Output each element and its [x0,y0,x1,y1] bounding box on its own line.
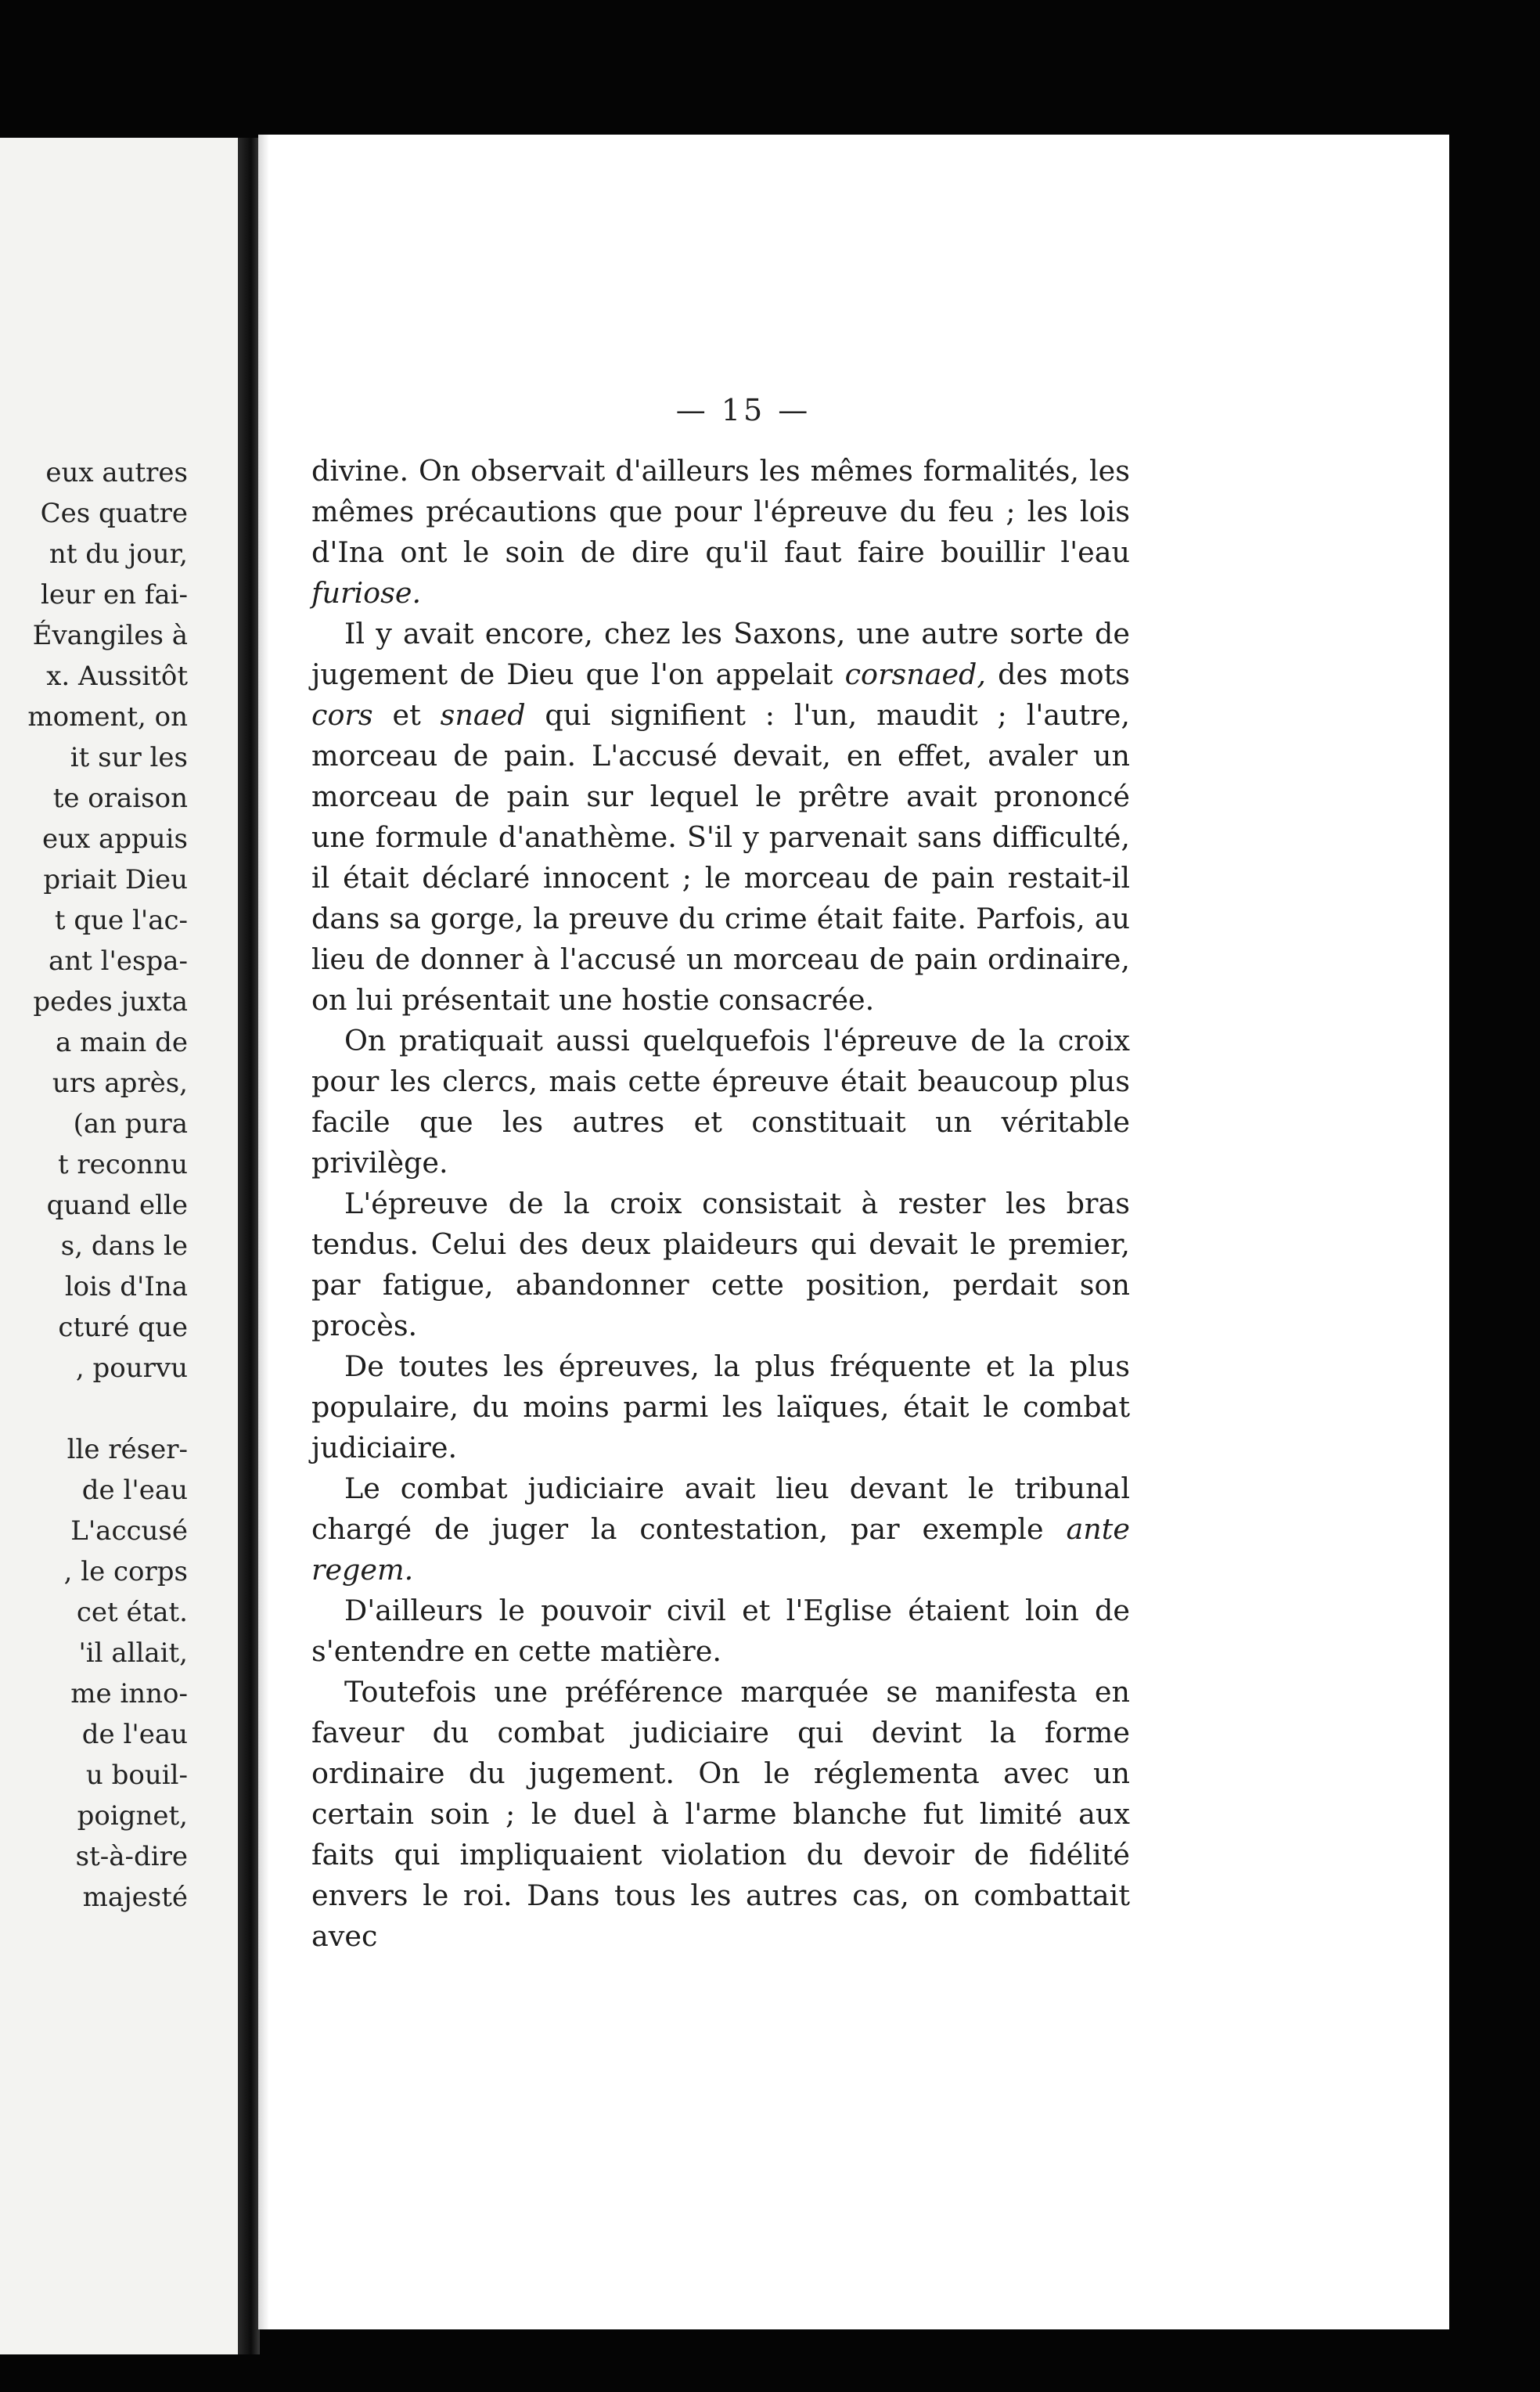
left-line-fragment: t que l'ac- [54,905,188,936]
text-segment: des mots [986,657,1130,691]
paragraph [311,451,1130,614]
body-text [311,451,1130,1957]
left-line-fragment: , pourvu [75,1353,188,1384]
italic-term: cors [311,698,373,732]
left-line-fragment: 'il allait, [78,1637,188,1669]
left-line-fragment: pedes juxta [33,986,188,1018]
paragraph [311,1346,1130,1468]
left-line-fragment: t reconnu [57,1149,188,1180]
left-line-fragment: te oraison [52,783,188,814]
left-line-fragment: eux autres [45,457,188,488]
left-line-fragment: leur en fai- [41,579,188,611]
left-line-fragment: urs après, [52,1068,188,1099]
paragraph [311,1590,1130,1672]
text-segment: divine. On observait d'ailleurs les mêmes formalités, les mêmes précautions que pour l'épreuve du feu ; les lois d'Ina ont le soin de dire qu'il faut faire bouillir l'eau [311,454,1130,569]
left-line-fragment: L'accusé [70,1515,188,1547]
italic-term: ante regem. [311,1512,1130,1587]
left-line-fragment: lle réser- [67,1434,188,1465]
left-line-fragment: lois d'Ina [64,1271,188,1302]
text-segment: qui signifient : l'un, maudit ; l'autre, morceau de pain. L'accusé devait, en effet, avaler un morceau de pain sur lequel le prêtre avait prononcé une formule d'anathème. S'il y parvenait sans difficulté, il était déclaré innocent ; le morceau de pain restait-il dans sa gorge, la preuve du crime était faite. Parfois, au lieu de donner à l'accusé un morceau de pain ordinaire, on lui présentait une hostie consacrée. [311,698,1130,1017]
left-line-fragment: poignet, [77,1800,188,1832]
text-segment: Le combat judiciaire avait lieu devant le tribunal chargé de juger la contestation, par exemple [311,1472,1130,1546]
paragraph [311,1672,1130,1957]
text-segment: On pratiquait aussi quelquefois l'épreuve de la croix pour les clercs, mais cette épreuve était beaucoup plus facile que les autres et constituait un véritable privilège. [311,1024,1130,1180]
text-segment: L'épreuve de la croix consistait à rester les bras tendus. Celui des deux plaideurs qui devait le premier, par fatigue, abandonner cette position, perdait son procès. [311,1187,1130,1342]
left-line-fragment: st-à-dire [75,1841,188,1872]
left-line-fragment: s, dans le [60,1230,188,1262]
left-line-fragment: priait Dieu [43,864,188,895]
book-gutter [238,138,260,2354]
left-line-fragment: a main de [55,1027,188,1058]
left-line-fragment: (an pura [73,1108,188,1140]
italic-term: furiose. [311,576,422,610]
italic-term: snaed [440,698,526,732]
right-page [258,135,1449,2329]
page-number: — 15 — [675,393,811,427]
left-line-fragment: de l'eau [81,1475,188,1506]
left-line-fragment: ant l'espa- [49,946,188,977]
text-segment: Toutefois une préférence marquée se manifesta en faveur du combat judiciaire qui devint la forme ordinaire du jugement. On le réglementa avec un certain soin ; le duel à l'arme blanche fut limité aux faits qui impliquaient violation du devoir de fidélité envers le roi. Dans tous les autres cas, on combattait avec [311,1675,1130,1953]
left-line-fragment: , le corps [63,1556,188,1587]
left-line-fragment: quand elle [46,1190,188,1221]
left-page-fragment [0,138,249,2354]
paragraph [311,1468,1130,1590]
paragraph [311,1021,1130,1183]
left-page-text-column [0,452,188,1918]
left-line-fragment: eux appuis [41,823,188,855]
left-line-fragment: Ces quatre [40,498,188,529]
left-line-fragment: majesté [82,1882,188,1913]
italic-term: corsnaed, [844,657,987,691]
left-line-fragment: u bouil- [85,1760,188,1791]
left-line-fragment: it sur les [70,742,188,773]
text-segment: De toutes les épreuves, la plus fréquente et la plus populaire, du moins parmi les laïques, était le combat judiciaire. [311,1349,1130,1464]
left-line-fragment: Évangiles à [32,620,188,651]
left-line-fragment: moment, on [27,701,188,733]
paragraph [311,1183,1130,1346]
left-line-fragment: cet état. [76,1597,188,1628]
left-line-fragment: de l'eau [81,1719,188,1750]
left-line-fragment: me inno- [70,1678,188,1709]
text-segment: Il y avait encore, chez les Saxons, une autre sorte de jugement de Dieu que l'on appelait [311,617,1130,691]
text-segment: D'ailleurs le pouvoir civil et l'Eglise étaient loin de s'entendre en cette matière. [311,1594,1130,1668]
left-line-fragment: x. Aussitôt [46,661,188,692]
left-line-fragment: cturé que [58,1312,188,1343]
left-line-fragment: nt du jour, [49,539,188,570]
left-line-fragment [0,1389,188,1429]
text-segment: et [372,698,441,732]
paragraph [311,614,1130,1021]
